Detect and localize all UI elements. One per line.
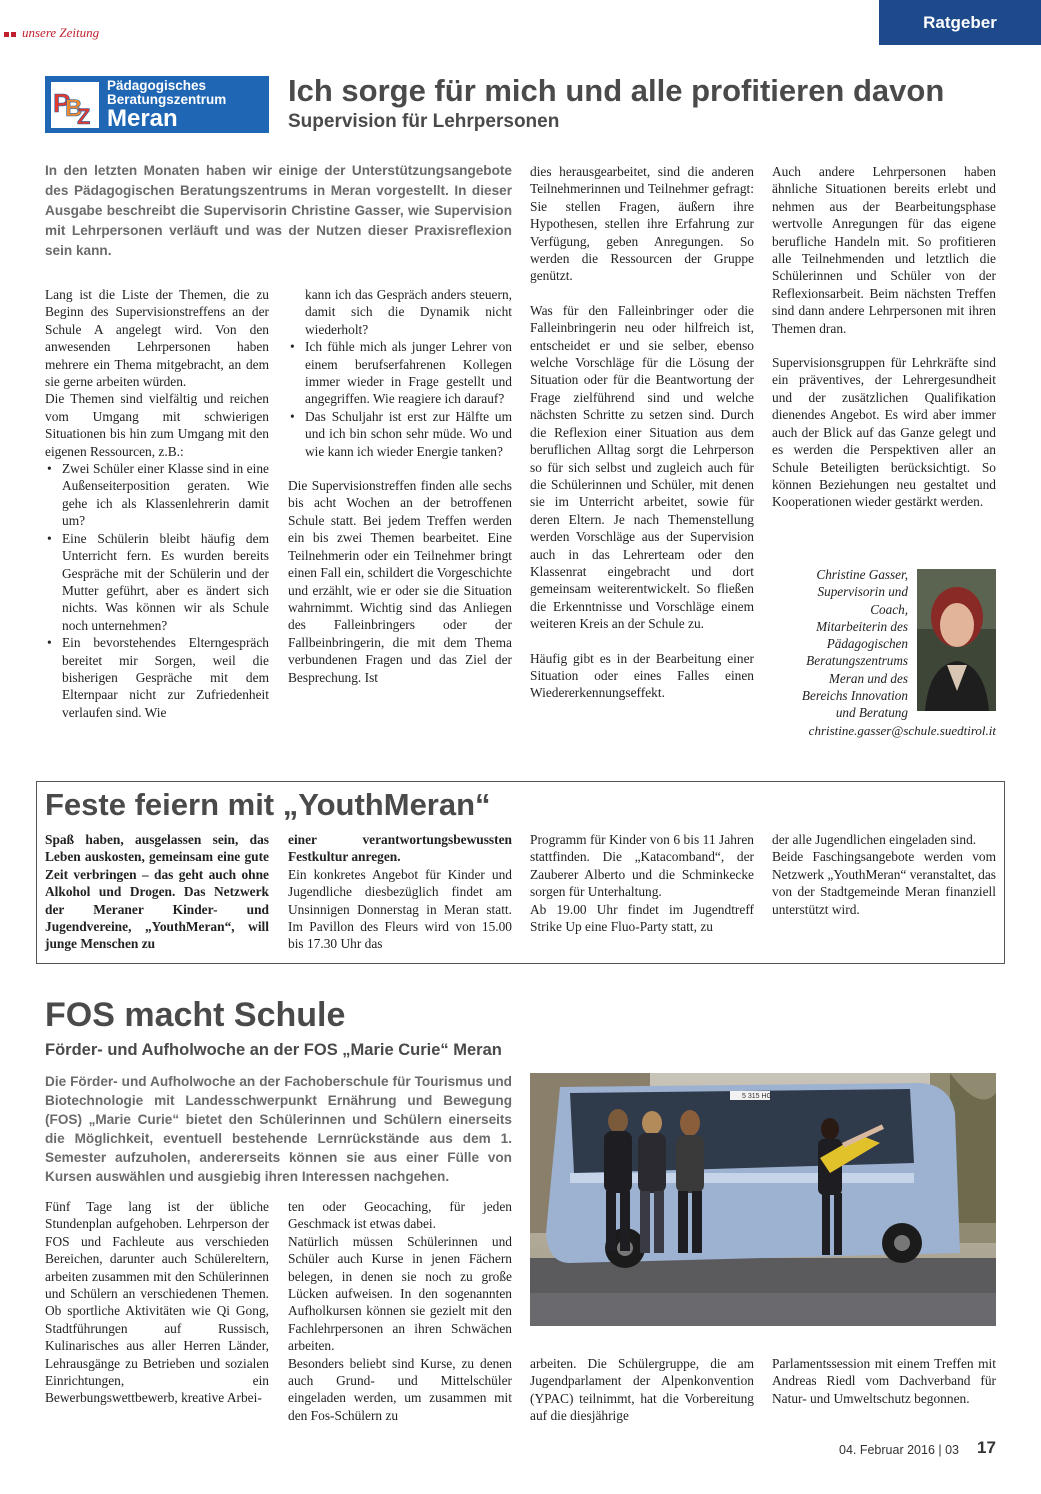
article1-col1 xyxy=(45,286,269,721)
author-line: Beratungszentrums xyxy=(806,653,908,669)
pbz-mark xyxy=(51,82,99,128)
list-item: kann ich das Gespräch anders steuern, damit sich die Dynamik nicht wiederholt? xyxy=(305,287,512,337)
list-item: • Ein bevorstehendes Elterngespräch bereitet mir Sorgen, weil die bisherigen Gespräche mit dem Elternpaar nicht zur Zufriedenheit verlaufen sind. Wie xyxy=(62,634,269,721)
list-item: • Das Schuljahr ist erst zur Hälfte um und ich bin schon sehr müde. Wo und wie kann ich wieder Energie tanken? xyxy=(305,408,512,460)
header-brand xyxy=(4,24,99,42)
article3-col3: arbeiten. Die Schülergruppe, die am Jugendparlament der Alpenkonvention (YPAC) teilnimmt, hat die Vorbereitung auf die diesjährige xyxy=(530,1356,754,1424)
paragraph: Beide Faschingsangebote werden vom Netzwerk „YouthMeran“ veranstaltet, das von der Stadtgemeinde Meran finanziell unterstützt wird. xyxy=(772,849,996,917)
paragraph: Supervisionsgruppen für Lehrkräfte sind ein präventives, der Lehrergesundheit und der zusätzlichen Qualifikation dienendes Angebot. Es wird aber immer auch der Blick auf das Ganze gelegt und es werden die Perspektiven aller an Schule Beteiligten berücksichtigt. So können Beziehungen neu gestaltet und Kooperationen wieder gestärkt werden. xyxy=(772,355,996,510)
author-line: Coach, xyxy=(870,601,908,617)
logo-line1: Pädagogisches xyxy=(107,78,207,93)
author-line: Supervisorin und xyxy=(817,584,908,600)
author-line: Christine Gasser, xyxy=(816,567,908,582)
article2-col4 xyxy=(772,831,996,918)
article3-title: FOS macht Schule xyxy=(45,996,346,1034)
author-email: christine.gasser@schule.suedtirol.it xyxy=(808,723,996,738)
paragraph: Besonders beliebt sind Kurse, zu denen auch Grund- und Mittelschüler eingeladen werden, um zusammen mit den Fos-Schülern zu xyxy=(288,1355,512,1423)
article1-lead: In den letzten Monaten haben wir einige der Unterstützungsangebote des Pädagogischen Beratungszentrums in Meran vorgestellt. In dieser Ausgabe beschreibt die Supervisorin Christine Gasser, wie Supervision mit Lehrpersonen verläuft und was der Nutzen dieser Praxisreflexion sein kann. xyxy=(45,163,512,258)
pbz-mark-icon xyxy=(51,82,99,128)
article1-title: Ich sorge für mich und alle profitieren davon xyxy=(288,73,945,108)
article3-col1: Fünf Tage lang ist der übliche Stundenplan aufgehoben. Lehrperson der FOS und Fachleute aus verschieden Bereichen, darunter auch Schülereltern, arbeiten zusammen mit den Schülerinnen und Schülern an verschiedenen Themen. Ob sportliche Aktivitäten wie Qi Gong, Stadtführungen auf Russisch, Kulinarisches aus aller Herren Länder, Lehrausgänge zu Betrieben und sozialen Einrichtungen, ein Bewerbungswettbewerb, kreative Arbei- xyxy=(45,1199,269,1406)
paragraph: einer verantwortungsbewussten Festkultur anregen. xyxy=(288,832,512,865)
article2-col2 xyxy=(288,831,512,953)
article3-col4: Parlamentssession mit einem Treffen mit Andreas Riedl vom Dachverband für Natur- und Umweltschutz begonnen. xyxy=(772,1356,996,1406)
issue-date: 04. Februar 2016 | 03 xyxy=(839,1443,959,1457)
brand-name: unsere Zeitung xyxy=(22,25,100,40)
author-line: Meran und des xyxy=(828,670,908,686)
bus-plate: 5 315 HG xyxy=(742,1093,772,1100)
article1-col2 xyxy=(288,286,512,686)
paragraph: Auch andere Lehrpersonen haben ähnliche Situationen bereits erlebt und nehmen aus der Bearbeitungsphase wertvolle Anregungen für das eigene berufliche Handeln mit. So profitieren alle Teilnehmenden und letztlich die Schülerinnen und Schüler von der Reflexionsarbeit. Beim nächsten Treffen sind dann andere Lehrpersonen mit ihren Themen dran. xyxy=(772,164,996,336)
author-photo xyxy=(917,569,996,711)
section-tag: Ratgeber xyxy=(879,0,1041,45)
pbz-logo xyxy=(45,76,269,133)
list-item: • Zwei Schüler einer Klasse sind in eine Außenseiterposition geraten. Wie gehe ich als Klassenlehrerin damit um? xyxy=(62,460,269,530)
article1-subtitle: Supervision für Lehrpersonen xyxy=(288,111,560,132)
svg-text:B: B xyxy=(65,95,83,122)
students-bus-photo xyxy=(530,1073,996,1326)
article2-col3 xyxy=(530,831,754,935)
author-line: und Beratung xyxy=(835,705,908,721)
article3-col2 xyxy=(288,1198,512,1424)
paragraph: Was für den Falleinbringer oder die Falleinbringerin neu oder hilfreich ist, entscheidet er und sie selber, ebenso welche Vorschläge für die Lösung der Situation oder für die Beantwortung der Frage zielführend sind und welche nächsten Schritte zu setzen sind. Durch die Reflexion einer Situation aus dem beruflichen Alltag sorgt die Lehrperson so für sich selbst und zugleich auch für die Schülerinnen und Schüler, mit denen sie im Unterricht arbeitet, sowie für deren Eltern. Je nach Themenstellung werden Vorschläge aus der Supervision auch in das Lehrerteam oder den Klassenrat eingebracht und dort gemeinsam weiterentwickelt. So fließen die Erkenntnisse und Vorschläge einem weiteren Kreis an der Schule zu. xyxy=(530,302,754,632)
brand-square-icon xyxy=(4,32,9,37)
svg-text:P: P xyxy=(53,88,71,118)
author-credit xyxy=(775,566,908,722)
article2-title: Feste feiern mit „YouthMeran“ xyxy=(45,787,491,822)
bullet-list xyxy=(45,460,269,721)
logo-line3: Meran xyxy=(107,105,178,132)
paragraph: Natürlich müssen Schülerinnen und Schüler auch Kurse in jenen Fächern belegen, in denen sie noch zu große Lücken aufweisen. In den sogenannten Aufholkursen können sie gezielt mit den Fachlehrpersonen an ihren Schwächen arbeiten. xyxy=(288,1233,512,1354)
paragraph: der alle Jugendlichen eingeladen sind. xyxy=(772,832,977,847)
svg-text:Z: Z xyxy=(77,104,91,128)
paragraph: Die Themen sind vielfältig und reichen vom Umgang mit schwierigen Situationen bis hin zum Umgang mit den eigenen Ressourcen, z.B.: xyxy=(45,391,269,459)
article3-subtitle: Förder- und Aufholwoche an der FOS „Marie Curie“ Meran xyxy=(45,1041,502,1059)
list-item: • Eine Schülerin bleibt häufig dem Unterricht fern. Es wurden bereits Gespräche mit der Schülerin und der Mutter geführt, aber es ändert sich nichts. Was können wir als Schule noch unternehmen? xyxy=(62,530,269,634)
page-number: 17 xyxy=(977,1438,996,1457)
paragraph: Programm für Kinder von 6 bis 11 Jahren stattfinden. Die „Katacomband“, der Zauberer Alberto und die Schminkecke sorgen für Unterhaltung. xyxy=(530,832,754,900)
brand-square-icon xyxy=(11,32,16,37)
paragraph: ten oder Geocaching, für jeden Geschmack ist etwas dabei. xyxy=(288,1199,512,1232)
paragraph: dies herausgearbeitet, sind die anderen Teilnehmerinnen und Teilnehmer gefragt: Sie stellen Fragen, äußern ihre Hypothesen, stellen ihre Erfahrung zur Verfügung, geben Anregungen. So werden die Ressourcen der Gruppe genützt. xyxy=(530,164,754,284)
article2-col1: Spaß haben, ausgelassen sein, das Leben auskosten, gemeinsam eine gute Zeit verbringen – das geht auch ohne Alkohol und Drogen. Das Netzwerk der Meraner Kinder- und Jugendvereine, „YouthMeran“, will junge Menschen zu xyxy=(45,832,269,952)
author-line: Bereichs Innovation xyxy=(801,688,908,704)
bullet-list xyxy=(288,286,512,460)
paragraph: Ab 19.00 Uhr findet im Jugendtreff Strike Up eine Fluo-Party statt, zu xyxy=(530,901,754,935)
article3-lead: Die Förder- und Aufholwoche an der Fachoberschule für Tourismus und Biotechnologie mit Landesschwerpunkt Ernährung und Bewegung (FOS) „Marie Curie“ bietet den Schülerinnen und Schülern einerseits die Möglichkeit, eventuell bestehende Lernrückstände aus dem 1. Semester aufzuholen, andererseits können sie aus einer Fülle von Kursen auswählen und ausgiebig ihren Interessen nachgehen. xyxy=(45,1074,512,1184)
paragraph: Häufig gibt es in der Bearbeitung einer Situation oder eines Falles einen Wiedererkennungseffekt. xyxy=(530,650,754,701)
paragraph: Ein konkretes Angebot für Kinder und Jugendliche diesbezüglich findet am Unsinnigen Donnerstag in Meran statt. Im Pavillon des Fleurs wird von 15.00 bis 17.30 Uhr das xyxy=(288,866,512,952)
list-item: • Ich fühle mich als junger Lehrer von einem berufserfahrenen Kollegen immer wieder in Frage gestellt und angegriffen. Wie reagiere ich darauf? xyxy=(305,338,512,408)
author-line: Pädagogischen xyxy=(826,636,908,652)
article1-col4 xyxy=(772,163,996,511)
paragraph: Die Supervisionstreffen finden alle sechs bis acht Wochen an der betroffenen Schule statt. Bei jedem Treffen werden ein bis zwei Themen bearbeitet. Eine Teilnehmerin oder ein Teilnehmer bringt einen Fall ein, schildert die Vorgeschichte und erzählt, wie er oder sie die Situation wahrnimmt. Wichtig sind das Anliegen des Falleinbringers oder der Fallbeinbringerin, die mit dem Thema verbundenen Fragen und das Ziel der Besprechung. Ist xyxy=(288,478,512,685)
article1-col3 xyxy=(530,163,754,702)
logo-line2: Beratungszentrum xyxy=(107,92,227,107)
paragraph: Lang ist die Liste der Themen, die zu Beginn des Supervisionstreffens an der Schule A angelegt wird. Von den anwesenden Lehrpersonen haben mehrere ein Thema mitgebracht, an dem sie gerne arbeiten würden. xyxy=(45,287,269,390)
author-line: Mitarbeiterin des xyxy=(816,618,908,634)
